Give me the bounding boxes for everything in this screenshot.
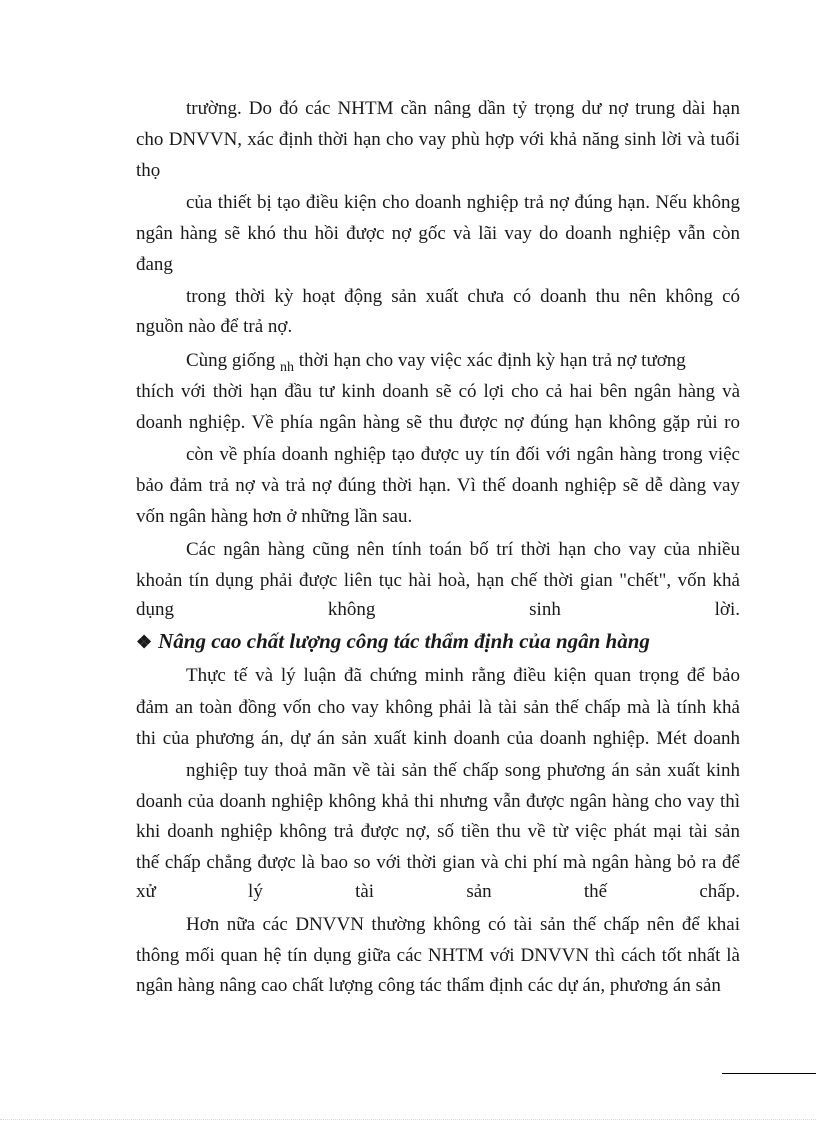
paragraph-line: bảo đảm trả nợ và trả nợ đúng thời hạn. Vì thế doanh nghiệp sẽ dễ dàng vay (136, 475, 740, 496)
paragraph-line: đảm an toàn đồng vốn cho vay không phải là tài sản thế chấp mà là tính khả (136, 697, 740, 718)
paragraph-line: ngân hàng sẽ khó thu hồi được nợ gốc và lãi vay do doanh nghiệp vẫn còn (136, 223, 740, 244)
text-run: Cùng giống (186, 350, 276, 371)
paragraph-line: Thực tế và lý luận đã chứng minh rằng điều kiện quan trọng để bảo (186, 665, 740, 686)
text-run: thời hạn cho vay việc xác định kỳ hạn trả nợ tương (298, 350, 686, 371)
paragraph-line: thọ (136, 160, 161, 181)
paragraph-line: còn về phía doanh nghiệp tạo được uy tín đối với ngân hàng trong việc (186, 444, 740, 465)
paragraph-line: khoản tín dụng phải được liên tục hài hoà, hạn chế thời gian "chết", vốn khả (136, 570, 740, 591)
paragraph-line: nghiệp tuy thoả mãn về tài sản thế chấp song phương án sản xuất kinh (186, 760, 740, 781)
paragraph-line: đang (136, 254, 173, 275)
paragraph-line: xử lý tài sản thế chấp. (136, 881, 740, 902)
paragraph-line: thích với thời hạn đầu tư kinh doanh sẽ có lợi cho cả hai bên ngân hàng và (136, 381, 740, 402)
page-bottom-border (0, 1119, 816, 1120)
paragraph-line: cho DNVVN, xác định thời hạn cho vay phù hợp với khả năng sinh lời và tuổi (136, 129, 740, 150)
paragraph-line: thi của phương án, dự án sản xuất kinh doanh của doanh nghiệp. Mét doanh (136, 728, 740, 749)
paragraph-line: Hơn nữa các DNVVN thường không có tài sản thế chấp nên để khai (186, 914, 740, 935)
paragraph-line: thông mối quan hệ tín dụng giữa các NHTM với DNVVN thì cách tốt nhất là (136, 945, 740, 966)
paragraph-line: dụng không sinh lời. (136, 599, 740, 620)
diamond-bullet-icon: ❖ (136, 632, 153, 652)
paragraph-line: Các ngân hàng cũng nên tính toán bố trí thời hạn cho vay của nhiều (186, 539, 740, 560)
paragraph-line: ngân hàng nâng cao chất lượng công tác thẩm định các dự án, phương án sản (136, 975, 721, 996)
section-heading (136, 627, 776, 656)
paragraph-line: doanh của doanh nghiệp không khả thi nhưng vẫn được ngân hàng cho vay thì (136, 791, 740, 812)
paragraph-line: trong thời kỳ hoạt động sản xuất chưa có doanh thu nên không có (186, 286, 740, 307)
paragraph-line: trường. Do đó các NHTM cần nâng dần tỷ trọng dư nợ trung dài hạn (186, 98, 740, 119)
paragraph-line: doanh nghiệp. Về phía ngân hàng sẽ thu được nợ đúng hạn không gặp rủi ro (136, 412, 740, 433)
paragraph-line: nguồn nào để trả nợ. (136, 316, 293, 337)
subscript-fragment: nh (279, 360, 294, 375)
paragraph-line: vốn ngân hàng hơn ở những lần sau. (136, 506, 413, 527)
section-heading-text: Nâng cao chất lượng công tác thẩm định của ngân hàng (158, 629, 650, 653)
paragraph-line (186, 347, 740, 375)
footer-rule (722, 1073, 816, 1074)
paragraph-line: của thiết bị tạo điều kiện cho doanh nghiệp trả nợ đúng hạn. Nếu không (186, 192, 740, 213)
paragraph-line: thế chấp chẳng được là bao so với thời gian và chi phí mà ngân hàng bỏ ra để (136, 852, 740, 873)
paragraph-line: khi doanh nghiệp không trả được nợ, số tiền thu về từ việc phát mại tài sản (136, 821, 740, 842)
